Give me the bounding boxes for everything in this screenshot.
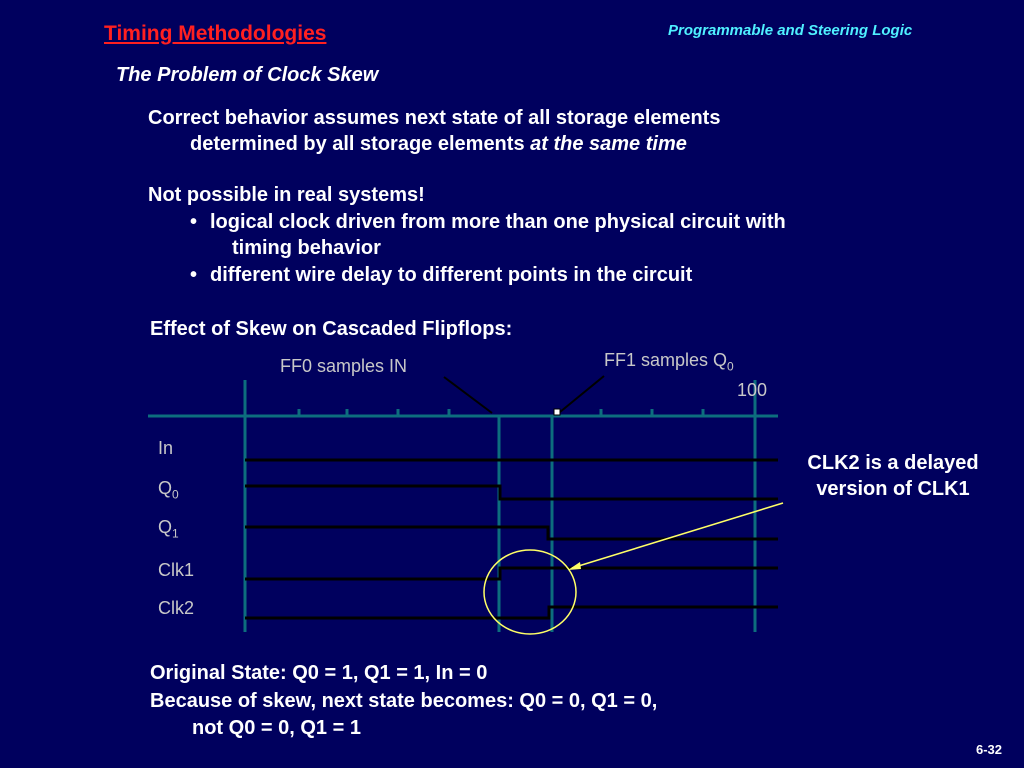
ff1-annotation-sub: 0 [727, 359, 734, 374]
bullet-2-glyph: • [190, 264, 198, 286]
bullet-1-line2: timing behavior [232, 237, 381, 259]
trace-q0 [245, 486, 778, 499]
bullet-2-line1: different wire delay to different points in the circuit [210, 264, 693, 286]
bullet-1-glyph: • [190, 211, 198, 233]
footer-line1: Original State: Q0 = 1, Q1 = 1, In = 0 [150, 662, 488, 684]
para1-line2-prefix: determined by all storage elements [190, 133, 531, 155]
footer-line3: not Q0 = 0, Q1 = 1 [192, 717, 361, 739]
main-title: Timing Methodologies [104, 22, 327, 45]
footer-line2: Because of skew, next state becomes: Q0 = 0, Q1 = 0, [150, 690, 658, 712]
slide-subtitle: The Problem of Clock Skew [116, 64, 379, 86]
ff0-pointer [444, 377, 492, 413]
signal-label-q0-text: Q [158, 478, 173, 498]
callout-line2: version of CLK1 [816, 478, 970, 500]
callout-line1: CLK2 is a delayed [807, 452, 979, 474]
para1-line1: Correct behavior assumes next state of all storage elements [148, 107, 721, 129]
ff1-annotation-text: FF1 samples Q [604, 350, 728, 370]
signal-label-q1-text: Q [158, 517, 173, 537]
ff1-annotation [604, 350, 734, 374]
signal-label-in: In [158, 438, 174, 458]
ff1-pointer [560, 376, 604, 412]
diagram-heading: Effect of Skew on Cascaded Flipflops: [150, 318, 513, 340]
bullet-1-line1: logical clock driven from more than one physical circuit with [210, 211, 786, 233]
signal-label-clk2: Clk2 [158, 598, 195, 618]
signal-label-clk1: Clk1 [158, 560, 195, 580]
callout-arrowhead [568, 562, 581, 570]
page-number: 6-32 [976, 742, 1003, 757]
ff0-annotation: FF0 samples IN [280, 356, 408, 376]
trace-clk1 [245, 568, 778, 579]
para1-line2-emphasis: at the same time [530, 133, 687, 155]
signal-label-q0 [158, 478, 179, 502]
signal-label-q1 [158, 517, 179, 541]
section-title: Programmable and Steering Logic [668, 22, 913, 39]
trace-clk2 [245, 607, 778, 618]
signal-label-q1-sub: 1 [172, 526, 179, 541]
signal-label-q0-sub: 0 [172, 487, 179, 502]
time-label: 100 [737, 380, 768, 400]
para2-heading: Not possible in real systems! [148, 184, 425, 206]
callout-arrow-line [572, 503, 783, 568]
axis-marker [554, 409, 560, 415]
